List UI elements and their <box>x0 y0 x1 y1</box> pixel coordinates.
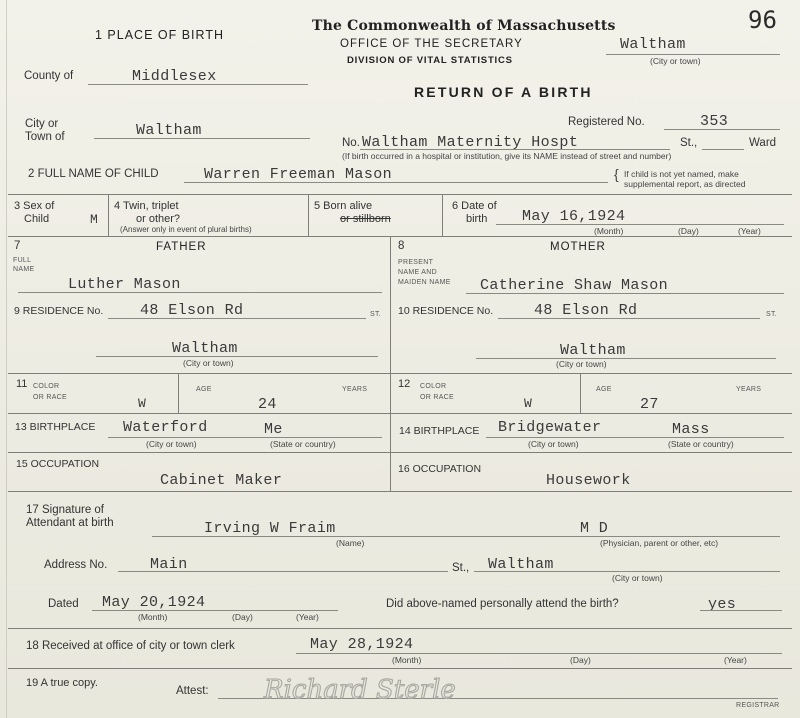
mother-birthplace-label: 14 BIRTHPLACE <box>399 425 480 437</box>
received-label: 18 Received at office of city or town clerk <box>26 640 235 652</box>
brace-mark: { <box>614 166 619 182</box>
page-number: 96 <box>748 6 777 34</box>
commonwealth-title: The Commonwealth of Massachusetts <box>312 18 616 34</box>
dated-month-caption: (Month) <box>138 612 168 622</box>
child-name-value: Warren Freeman Mason <box>204 166 393 183</box>
header-city-caption: (City or town) <box>650 56 701 66</box>
address-label: Address No. <box>44 559 108 571</box>
address-city: Waltham <box>488 556 554 573</box>
place-of-birth-label: 1 PLACE OF BIRTH <box>95 28 224 42</box>
twin-note: (Answer only in event of plural births) <box>120 225 252 234</box>
twin-label: 4 Twin, triplet or other? <box>114 200 181 225</box>
father-heading: FATHER <box>156 241 207 253</box>
child-name-note: If child is not yet named, make supplemental report, as directed <box>624 169 746 189</box>
mother-age: 27 <box>640 396 659 413</box>
mother-heading: MOTHER <box>550 241 606 253</box>
father-residence: 48 Elson Rd <box>140 302 244 319</box>
father-city-caption: (City or town) <box>183 358 234 368</box>
office-title: OFFICE OF THE SECRETARY <box>340 38 523 50</box>
attendant-name-caption: (Name) <box>336 538 365 548</box>
mother-city-caption: (City or town) <box>556 359 607 369</box>
father-years-label: YEARS <box>342 386 368 393</box>
street-value: Waltham Maternity Hospt <box>362 134 579 151</box>
mother-city: Waltham <box>560 342 626 359</box>
dated-day-caption: (Day) <box>232 612 253 622</box>
address-city-caption: (City or town) <box>612 573 663 583</box>
mother-age-label: AGE <box>596 386 612 393</box>
child-name-label: 2 FULL NAME OF CHILD <box>28 168 159 180</box>
dob-day-caption: (Day) <box>678 226 699 236</box>
mother-name: Catherine Shaw Mason <box>480 277 669 294</box>
attendant-name: Irving W Fraim <box>204 520 336 537</box>
father-occupation-label: 15 OCCUPATION <box>16 458 100 470</box>
mother-occupation-label: 16 OCCUPATION <box>398 463 482 475</box>
ward-label: Ward <box>749 137 777 149</box>
sex-label: 3 Sex of Child <box>14 200 55 225</box>
father-birthplace-state: Me <box>264 421 283 438</box>
attest-label: Attest: <box>176 685 209 697</box>
mother-name-label: PRESENT NAME AND MAIDEN NAME <box>398 259 451 286</box>
street-no-label: No. <box>342 137 360 149</box>
mother-residence: 48 Elson Rd <box>534 302 638 319</box>
father-color-label: COLOR OR RACE <box>33 383 67 401</box>
father-st-label: ST. <box>370 311 382 318</box>
father-fullname-label: FULL NAME <box>13 257 35 273</box>
father-city: Waltham <box>172 340 238 357</box>
received-value: May 28,1924 <box>310 636 414 653</box>
father-birthplace-label: 13 BIRTHPLACE <box>15 421 96 433</box>
dated-year-caption: (Year) <box>296 612 319 622</box>
father-section-num: 7 <box>14 240 21 252</box>
county-label: County of <box>24 70 74 82</box>
mother-st-label: ST. <box>766 311 778 318</box>
father-name: Luther Mason <box>68 276 181 293</box>
registrar-signature <box>258 668 498 708</box>
registered-label: Registered No. <box>568 116 645 128</box>
city-town-value: Waltham <box>136 122 202 139</box>
dated-value: May 20,1924 <box>102 594 206 611</box>
father-age-label: AGE <box>196 386 212 393</box>
true-copy-label: 19 A true copy. <box>26 677 98 689</box>
return-of-birth-title: RETURN OF A BIRTH <box>414 84 593 100</box>
father-bp-state-caption: (State or country) <box>270 439 336 449</box>
city-town-label: City or Town of <box>25 118 65 143</box>
county-value: Middlesex <box>132 68 217 85</box>
attendant-label: 17 Signature of Attendant at birth <box>26 504 114 529</box>
father-occupation: Cabinet Maker <box>160 472 283 489</box>
received-day-caption: (Day) <box>570 655 591 665</box>
mother-residence-label: 10 RESIDENCE No. <box>398 305 494 317</box>
street-st-label: St., <box>680 137 698 149</box>
father-color-num: 11 <box>16 378 28 390</box>
received-year-caption: (Year) <box>724 655 747 665</box>
street-note: (If birth occurred in a hospital or institution, give its NAME instead of street and number) <box>342 151 672 161</box>
address-street: Main <box>150 556 188 573</box>
father-birthplace-city: Waterford <box>123 419 208 436</box>
page-edge <box>6 0 7 718</box>
mother-bp-city-caption: (City or town) <box>528 439 579 449</box>
svg-text:Richard Sterle: Richard Sterle <box>264 675 456 705</box>
received-month-caption: (Month) <box>392 655 422 665</box>
mother-birthplace-city: Bridgewater <box>498 419 602 436</box>
registrar-label: REGISTRAR <box>736 702 780 709</box>
mother-color-num: 12 <box>398 378 411 390</box>
born-alive-label: 5 Born alive or stillborn <box>314 200 391 225</box>
attend-answer: yes <box>708 596 737 613</box>
mother-color: W <box>524 396 533 411</box>
attendant-title: M D <box>580 520 609 537</box>
mother-occupation: Housework <box>546 472 631 489</box>
sex-value: M <box>90 212 99 227</box>
header-city-value: Waltham <box>620 36 686 53</box>
dated-label: Dated <box>48 598 79 610</box>
father-residence-label: 9 RESIDENCE No. <box>14 305 104 317</box>
registered-value: 353 <box>700 113 729 130</box>
division-title: DIVISION OF VITAL STATISTICS <box>347 55 513 66</box>
address-st-label: St., <box>452 562 470 574</box>
mother-bp-state-caption: (State or country) <box>668 439 734 449</box>
dob-value: May 16,1924 <box>522 208 626 225</box>
mother-years-label: YEARS <box>736 386 762 393</box>
father-bp-city-caption: (City or town) <box>146 439 197 449</box>
dob-month-caption: (Month) <box>594 226 624 236</box>
dob-year-caption: (Year) <box>738 226 761 236</box>
father-color: W <box>138 396 147 411</box>
mother-color-label: COLOR OR RACE <box>420 383 454 401</box>
mother-section-num: 8 <box>398 240 405 252</box>
dob-label: 6 Date of birth <box>452 200 497 225</box>
father-age: 24 <box>258 396 277 413</box>
attendant-title-caption: (Physician, parent or other, etc) <box>600 538 719 548</box>
attend-question: Did above-named personally attend the birth? <box>386 598 619 610</box>
mother-birthplace-state: Mass <box>672 421 710 438</box>
